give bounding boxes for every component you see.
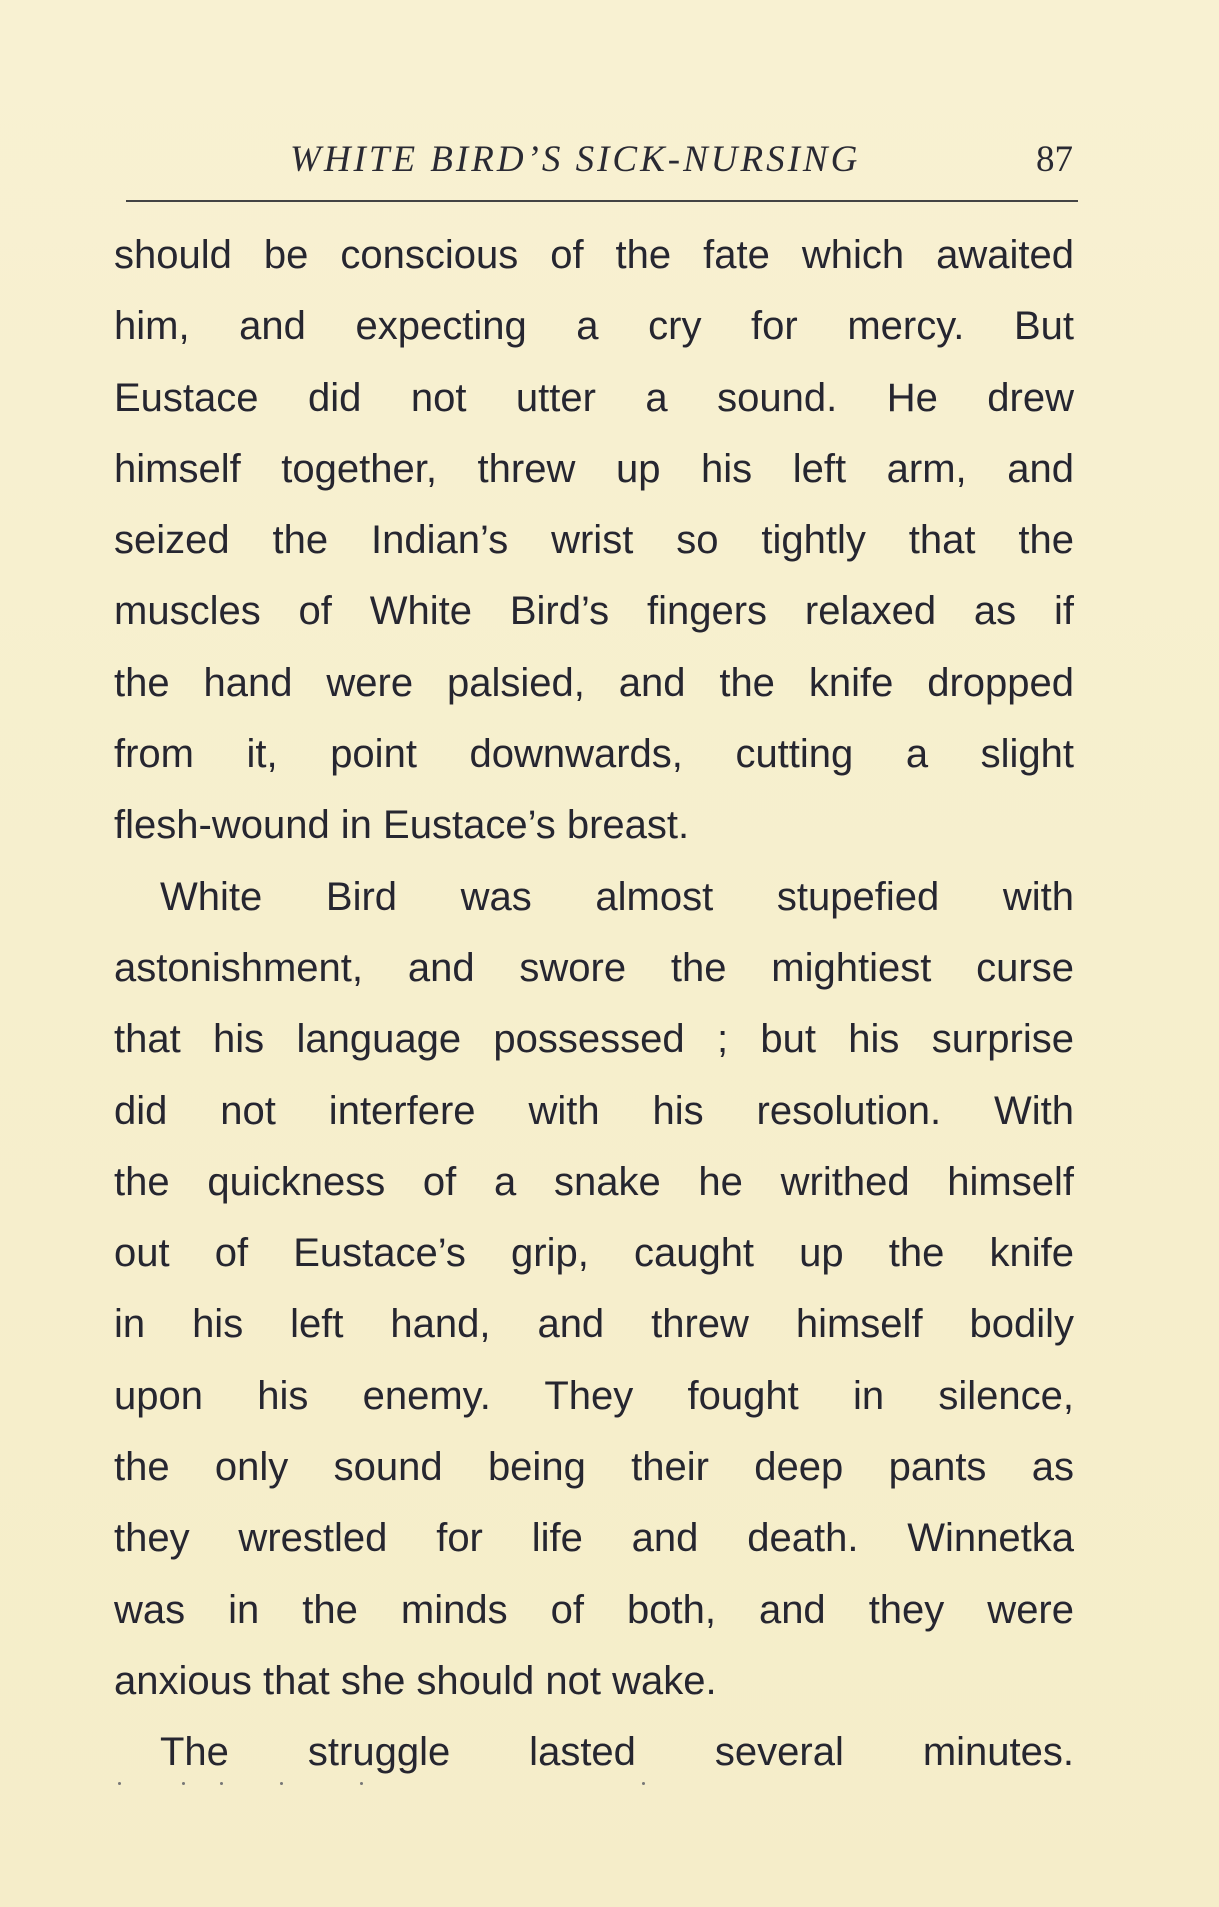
text-line: did not interfere with his resolution. With	[114, 1088, 1074, 1133]
paper-speck	[182, 1782, 185, 1785]
text-line: that his language possessed ; but his surprise	[114, 1017, 1074, 1062]
text-line: was in the minds of both, and they were	[114, 1587, 1074, 1632]
text-line: flesh-wound in Eustace’s breast.	[114, 803, 690, 848]
text-line: him, and expecting a cry for mercy. But	[114, 304, 1074, 349]
text-line: Eustace did not utter a sound. He drew	[114, 375, 1074, 420]
paper-speck	[360, 1782, 363, 1785]
text-line: the only sound being their deep pants as	[114, 1445, 1074, 1490]
text-line: should be conscious of the fate which awaited	[114, 233, 1074, 277]
text-line: muscles of White Bird’s fingers relaxed as if	[114, 589, 1074, 634]
text-line: seized the Indian’s wrist so tightly that the	[114, 518, 1074, 563]
text-line: in his left hand, and threw himself bodily	[114, 1302, 1074, 1347]
paper-speck	[280, 1782, 283, 1785]
paper-speck	[220, 1782, 223, 1785]
text-line: from it, point downwards, cutting a slight	[114, 732, 1074, 777]
text-line: astonishment, and swore the mightiest curse	[114, 945, 1074, 990]
text-line: the hand were palsied, and the knife dropped	[114, 660, 1074, 705]
paper-specks	[112, 1782, 672, 1792]
text-line: anxious that she should not wake.	[114, 1658, 717, 1703]
text-line: they wrestled for life and death. Winnetka	[114, 1516, 1074, 1561]
text-line: himself together, threw up his left arm, and	[114, 446, 1074, 491]
paragraph-start-line: The struggle lasted several minutes.	[160, 1730, 1074, 1775]
header-rule	[126, 200, 1078, 202]
chapter-title: WHITE BIRD’S SICK-NURSING	[290, 139, 861, 180]
body-text	[114, 220, 1074, 1789]
text-line: the quickness of a snake he writhed himself	[114, 1159, 1074, 1204]
paragraph-start-line: White Bird was almost stupefied with	[160, 874, 1074, 919]
page-number: 87	[1036, 139, 1073, 180]
text-line: out of Eustace’s grip, caught up the knife	[114, 1231, 1074, 1276]
running-head	[120, 138, 1085, 188]
paper-speck	[118, 1782, 121, 1785]
text-line: upon his enemy. They fought in silence,	[114, 1373, 1074, 1418]
paper-speck	[642, 1782, 645, 1785]
